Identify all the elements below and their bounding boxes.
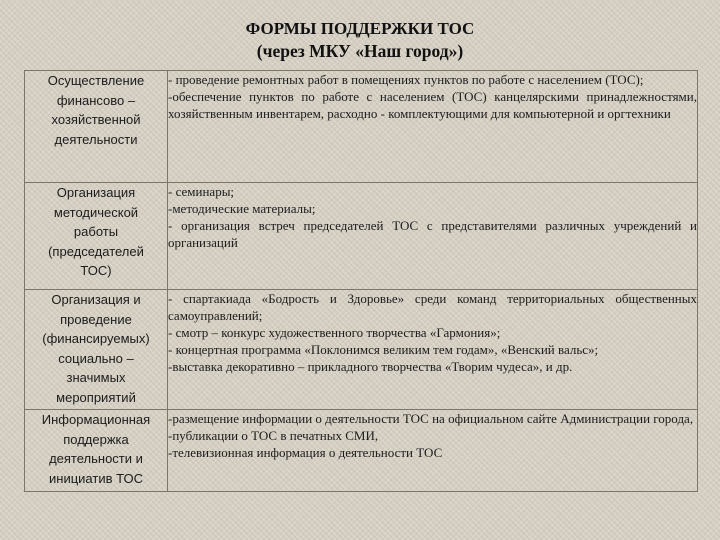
measure-item: -выставка декоративно – прикладного творчества «Творим чудеса», и др. [168, 359, 573, 374]
form-text-line: ТОС) [80, 263, 112, 278]
table-row [25, 71, 698, 183]
measure-item: - концертная программа «Поклонимся великим тем годам», «Венский вальс»; [168, 342, 599, 357]
support-forms-table [24, 70, 698, 492]
form-cell [25, 183, 168, 290]
measure-item: - проведение ремонтных работ в помещениях пунктов по работе с населением (ТОС); [168, 72, 644, 87]
page-title [0, 18, 720, 62]
form-text-line: методической [53, 204, 139, 220]
measure-item: - семинары; [168, 184, 235, 199]
form-cell [25, 71, 168, 183]
form-text-line: проведение [60, 311, 132, 327]
form-text-line: значимых [66, 370, 126, 385]
form-text-line: поддержка [63, 431, 129, 447]
measures-cell [168, 183, 698, 290]
form-text-line: хозяйственной [51, 112, 141, 127]
form-text-line: Осуществление [47, 73, 145, 88]
form-cell [25, 410, 168, 492]
table-row [25, 410, 698, 492]
measure-item: - спартакиада «Бодрость и Здоровье» среди команд территориальных общественных самоуправлений; [168, 291, 697, 323]
measure-item: -размещение информации о деятельности ТОС на официальном сайте Администрации города, [168, 411, 694, 426]
measure-item: -методические материалы; [168, 201, 316, 216]
measures-cell [168, 71, 698, 183]
measure-item: -публикации о ТОС в печатных СМИ, [168, 428, 379, 443]
title-line-1: ФОРМЫ ПОДДЕРЖКИ ТОС [245, 19, 475, 38]
measure-item: -обеспечение пунктов по работе с населением (ТОС) канцелярскими принадлежностями, хозяйственным инвентарем, расходно - комплектующими для компьютерной и оргтехники [168, 89, 697, 121]
form-text-line: инициатив ТОС [49, 470, 143, 486]
form-cell [25, 290, 168, 410]
measure-item: - смотр – конкурс художественного творчества «Гармония»; [168, 325, 501, 340]
measure-item: -телевизионная информация о деятельности ТОС [168, 445, 443, 460]
table-row [25, 183, 698, 290]
measures-cell [168, 410, 698, 492]
form-text-line: мероприятий [56, 389, 136, 405]
form-text-line: финансово – [56, 92, 136, 108]
form-text-line: социально – [58, 350, 134, 366]
table-row [25, 290, 698, 410]
form-text-line: (финансируемых) [42, 331, 150, 346]
title-line-2: (через МКУ «Наш город») [256, 41, 464, 61]
form-text-line: Организация [56, 185, 136, 200]
form-text-line: Информационная [41, 412, 151, 427]
form-text-line: Организация и [51, 292, 141, 307]
form-text-line: (председателей [48, 243, 144, 259]
measures-cell [168, 290, 698, 410]
form-text-line: деятельности [54, 131, 138, 147]
measure-item: - организация встреч председателей ТОС с представителями различных учреждений и организаций [168, 218, 697, 250]
form-text-line: работы [73, 224, 119, 239]
form-text-line: деятельности и [49, 451, 143, 466]
